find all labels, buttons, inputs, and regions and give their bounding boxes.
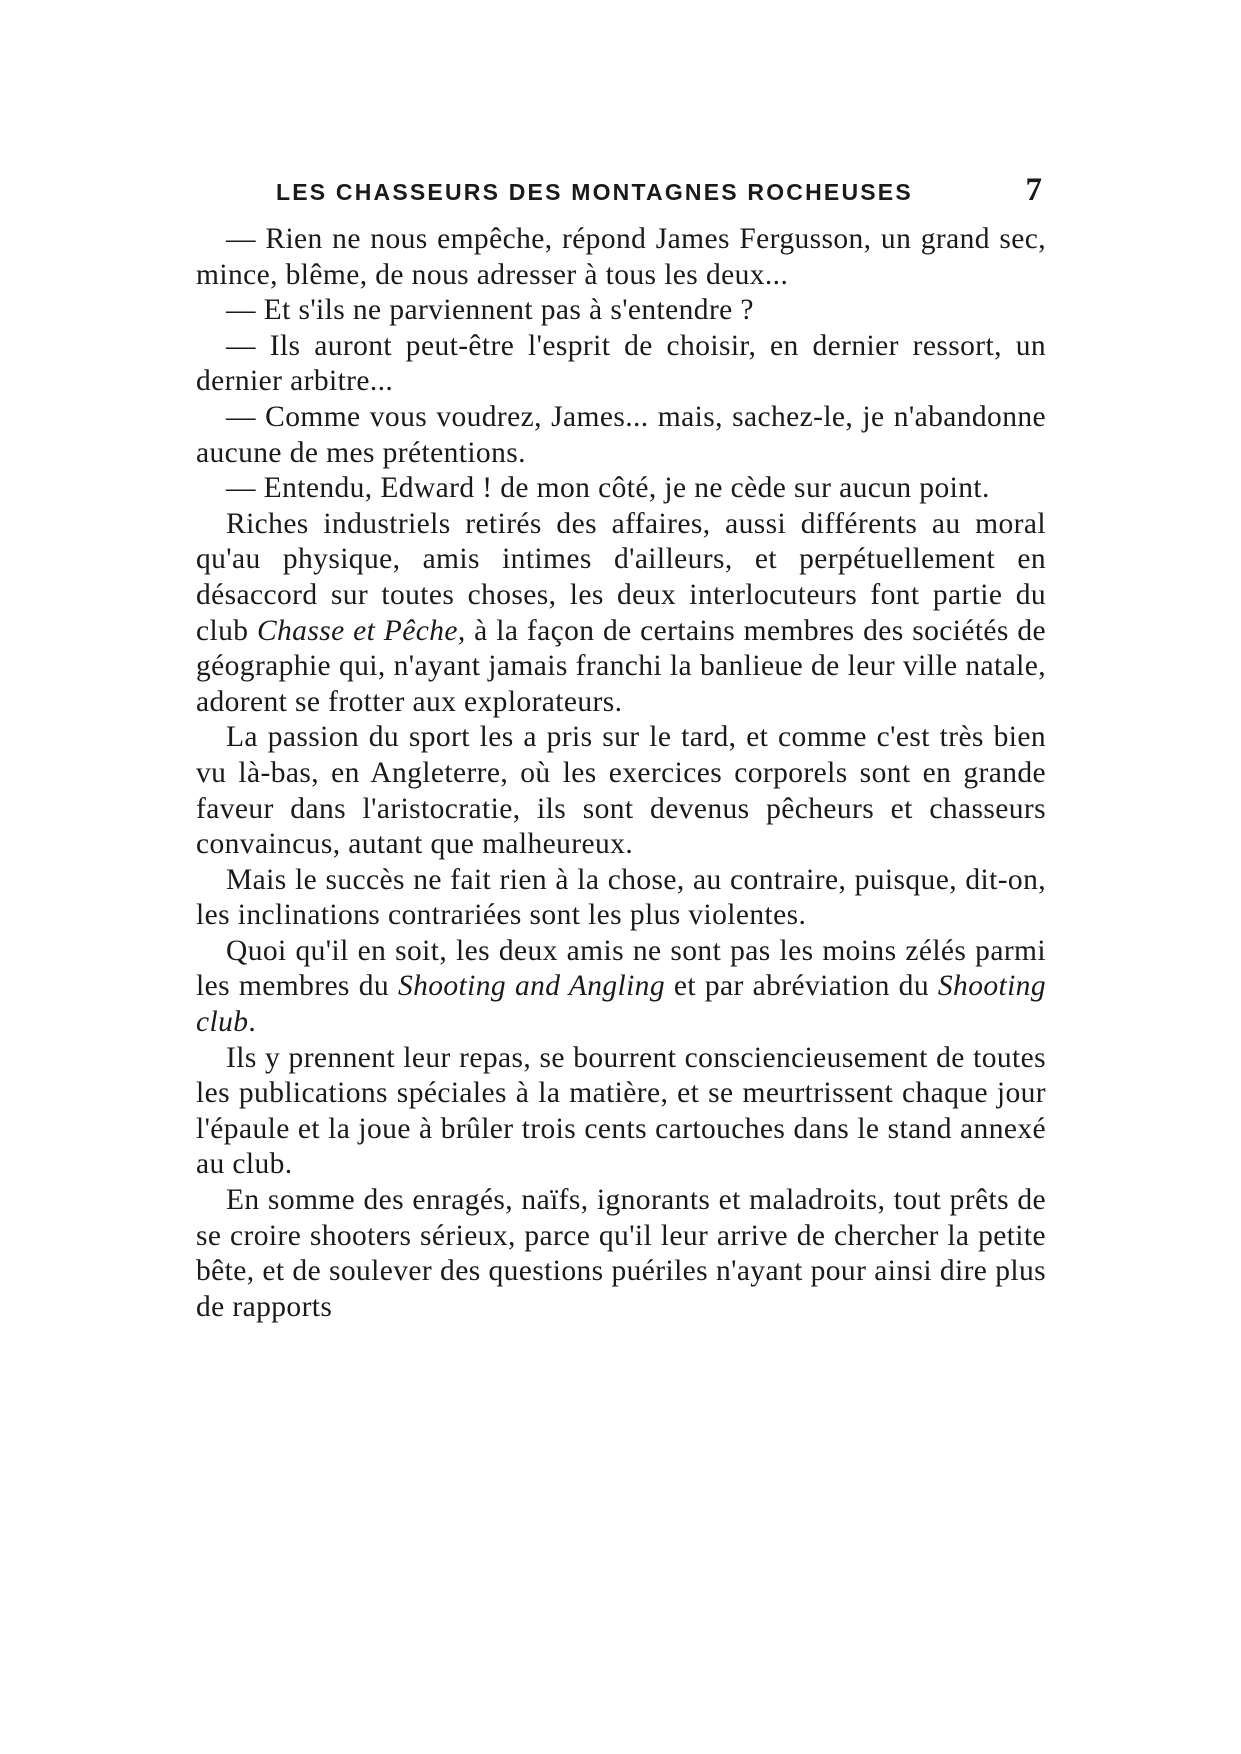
paragraph-passion-du-sport: La passion du sport les a pris sur le tard, et comme c'est très bien vu là-bas, en Angleterre, où les exercices corporels sont en grande faveur dans l'aristocratie, ils sont devenus pêcheurs et chasseurs convaincus, autant que malheureux. bbox=[196, 721, 1046, 861]
paragraph-dialogue-1: — Rien ne nous empêche, répond James Fergusson, un grand sec, mince, blême, de nous adresser à tous les deux... bbox=[196, 223, 1046, 291]
text-span: Riches industriels retirés des affaires, aussi différents au moral qu'au physique, amis intimes d'ailleurs, et perpétuellement en désaccord sur toutes choses, les deux interlocuteurs font partie du club bbox=[196, 507, 1046, 647]
running-title: LES CHASSEURS DES MONTAGNES ROCHEUSES bbox=[276, 179, 913, 205]
text-span: . bbox=[248, 1006, 257, 1039]
running-head bbox=[196, 172, 1046, 216]
paragraph-quoi-quil-en-soit bbox=[196, 934, 1046, 1041]
text-span: et par abréviation du bbox=[664, 970, 938, 1003]
club-name-italic: Shooting club bbox=[196, 970, 1046, 1039]
paragraph-en-somme: En somme des enragés, naïfs, ignorants et maladroits, tout prêts de se croire shooters sérieux, parce qu'il leur arrive de chercher la petite bête, et de soulever des questions puériles n'ayant pour ainsi dire plus de rapports bbox=[196, 1184, 1046, 1323]
paragraph-succes: Mais le succès ne fait rien à la chose, au contraire, puisque, dit-on, les inclinations contrariées sont les plus violentes. bbox=[196, 863, 1046, 932]
paragraph-dialogue-4: — Comme vous voudrez, James... mais, sachez-le, je n'abandonne aucune de mes prétentions. bbox=[196, 400, 1046, 469]
paragraph-dialogue-2: — Et s'ils ne parviennent pas à s'entendre ? bbox=[226, 294, 754, 327]
club-name-italic: Chasse et Pêche, bbox=[256, 614, 466, 647]
page-number: 7 bbox=[1025, 172, 1042, 208]
paragraph-riches-industriels bbox=[196, 507, 1046, 721]
paragraph-dialogue-5: — Entendu, Edward ! de mon côté, je ne cède sur aucun point. bbox=[226, 472, 990, 505]
book-page bbox=[196, 172, 1046, 1325]
club-name-italic: Shooting and Angling bbox=[397, 970, 665, 1003]
text-span: Quoi qu'il en soit, les deux amis ne sont pas les moins zélés parmi les membres du bbox=[196, 934, 1046, 1003]
body-text bbox=[196, 222, 1046, 1325]
paragraph-repas: Ils y prennent leur repas, se bourrent consciencieusement de toutes les publications spéciales à la matière, et se meurtrissent chaque jour l'épaule et la joue à brûler trois cents cartouches dans le stand annexé au club. bbox=[196, 1041, 1046, 1181]
paragraph-dialogue-3: — Ils auront peut-être l'esprit de choisir, en dernier ressort, un dernier arbitre... bbox=[196, 329, 1046, 398]
text-span: à la façon de certains membres des sociétés de géographie qui, n'ayant jamais franchi la banlieue de leur ville natale, adorent se frotter aux explorateurs. bbox=[196, 614, 1046, 718]
